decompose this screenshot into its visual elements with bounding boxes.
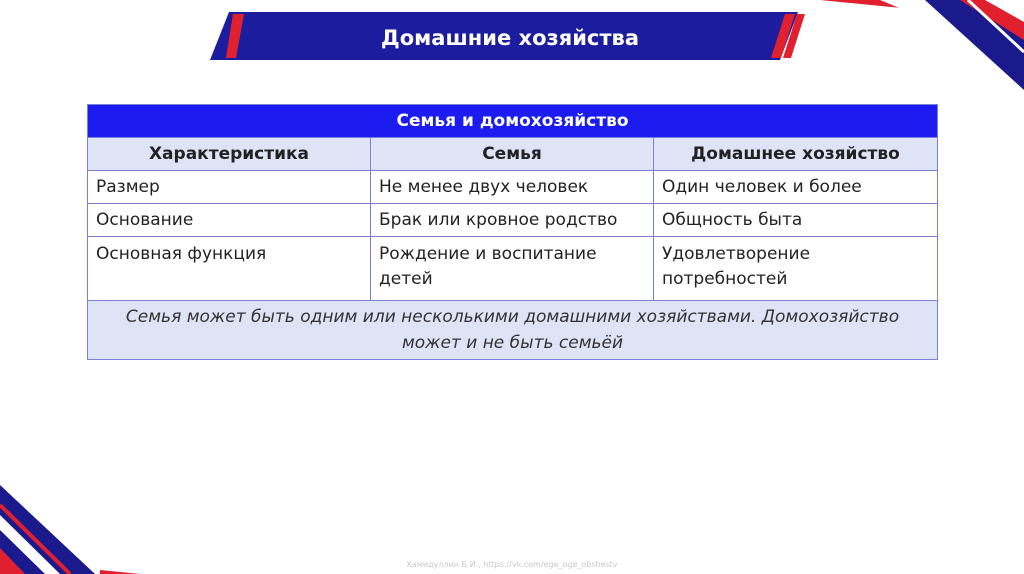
table-cell: Размер [88,171,371,204]
table-cell: Рождение и воспитание детей [371,237,654,301]
comparison-table [87,104,938,360]
column-header: Характеристика [88,138,371,171]
table-note: Семья может быть одним или несколькими домашними хозяйствами. Домохозяйство может и не быть семьёй [88,301,938,360]
table-cell: Удовлетворение потребностей [654,237,938,301]
table-header-row [88,138,938,171]
table-row [88,171,938,204]
top-right-stripes [820,0,1024,90]
table-cell: Общность быта [654,204,938,237]
table-cell: Один человек и более [654,171,938,204]
column-header: Семья [371,138,654,171]
table-cell: Брак или кровное родство [371,204,654,237]
table-caption-row [88,105,938,138]
table-cell: Основание [88,204,371,237]
slide-title: Домашние хозяйства [381,26,639,50]
table-cell: Основная функция [88,237,371,301]
bottom-left-stripes [0,485,140,574]
footer-credit: Хамидуллин Б.И., https://vk.com/ege_oge_obshestv [406,560,618,569]
table-cell: Не менее двух человек [371,171,654,204]
table-caption: Семья и домохозяйство [88,105,938,138]
table-row [88,237,938,301]
table-row [88,204,938,237]
table-note-row [88,301,938,360]
column-header: Домашнее хозяйство [654,138,938,171]
